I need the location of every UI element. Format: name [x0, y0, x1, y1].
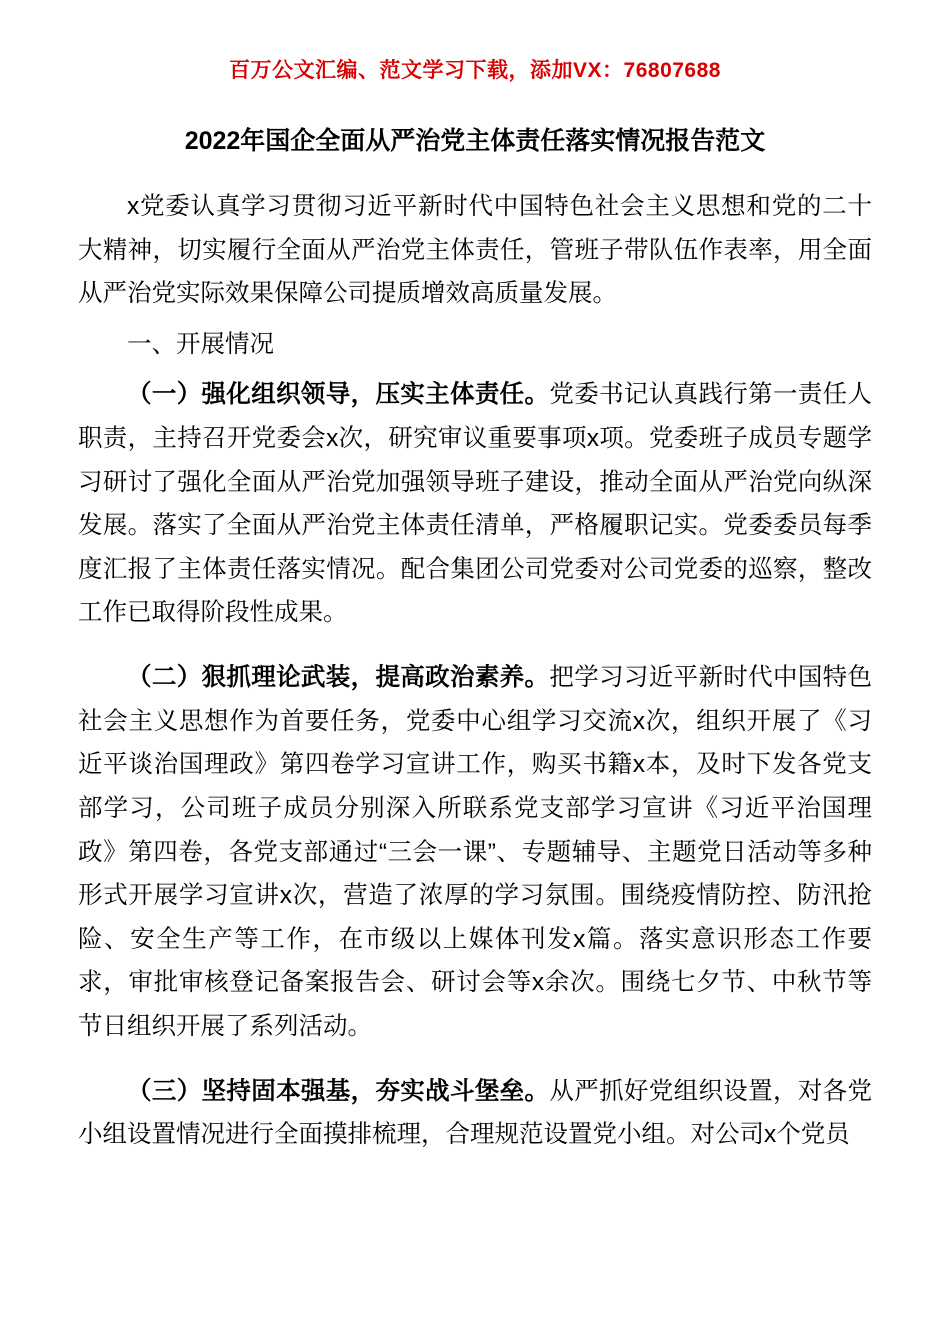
paragraph-text-3: 从严抓好党组织设置，对各党小组设置情况进行全面摸排梳理，合理规范设置党小组。对公司x个党员	[78, 1077, 873, 1149]
section-heading-one	[78, 323, 872, 367]
paragraph-lead-3: （三）坚持固本强基，夯实战斗堡垒。	[127, 1077, 550, 1105]
spacer	[78, 1056, 872, 1070]
spacer	[78, 642, 872, 656]
paragraph-text: x党委认真学习贯彻习近平新时代中国特色社会主义思想和党的二十大精神，切实履行全面从严治党主体责任，管班子带队伍作表率，用全面从严治党实际效果保障公司提质增效高质量发展。	[78, 193, 872, 308]
paragraph-item-3	[78, 1070, 872, 1157]
watermark-text: 百万公文汇编、范文学习下载，添加VX：76807688	[229, 59, 721, 82]
paragraph-lead-1: （一）强化组织领导，压实主体责任。	[127, 381, 550, 409]
paragraph-item-2	[78, 656, 872, 1048]
paragraph-text-1: 党委书记认真践行第一责任人职责，主持召开党委会x次，研究审议重要事项x项。党委班子成员专题学习研讨了强化全面从严治党加强领导班子建设，推动全面从严治党向纵深发展。落实了全面从严治党主体责任清单，严格履职记实。党委委员每季度汇报了主体责任落实情况。配合集团公司党委对公司党委的巡察，整改工作已取得阶段性成果。	[78, 381, 873, 627]
paragraph-text-2: 把学习习近平新时代中国特色社会主义思想作为首要任务，党委中心组学习交流x次，组织开展了《习近平谈治国理政》第四卷学习宣讲工作，购买书籍x本，及时下发各党支部学习，公司班子成员分别深入所联系党支部学习宣讲《习近平治国理政》第四卷，各党支部通过“三会一课”、专题辅导、主题党日活动等多种形式开展学习宣讲x次，营造了浓厚的学习氛围。围绕疫情防控、防汛抢险、安全生产等工作，在市级以上媒体刊发x篇。落实意识形态工作要求，审批审核登记备案报告会、研讨会等x余次。围绕七夕节、中秋节等节日组织开展了系列活动。	[78, 664, 873, 1040]
paragraph-intro	[78, 185, 872, 316]
page-title: 2022年国企全面从严治党主体责任落实情况报告范文	[184, 127, 766, 155]
paragraph-lead-2: （二）狠抓理论武装，提高政治素养。	[127, 664, 550, 692]
section-heading-text: 一、开展情况	[127, 330, 274, 358]
paragraph-item-1	[78, 373, 872, 635]
